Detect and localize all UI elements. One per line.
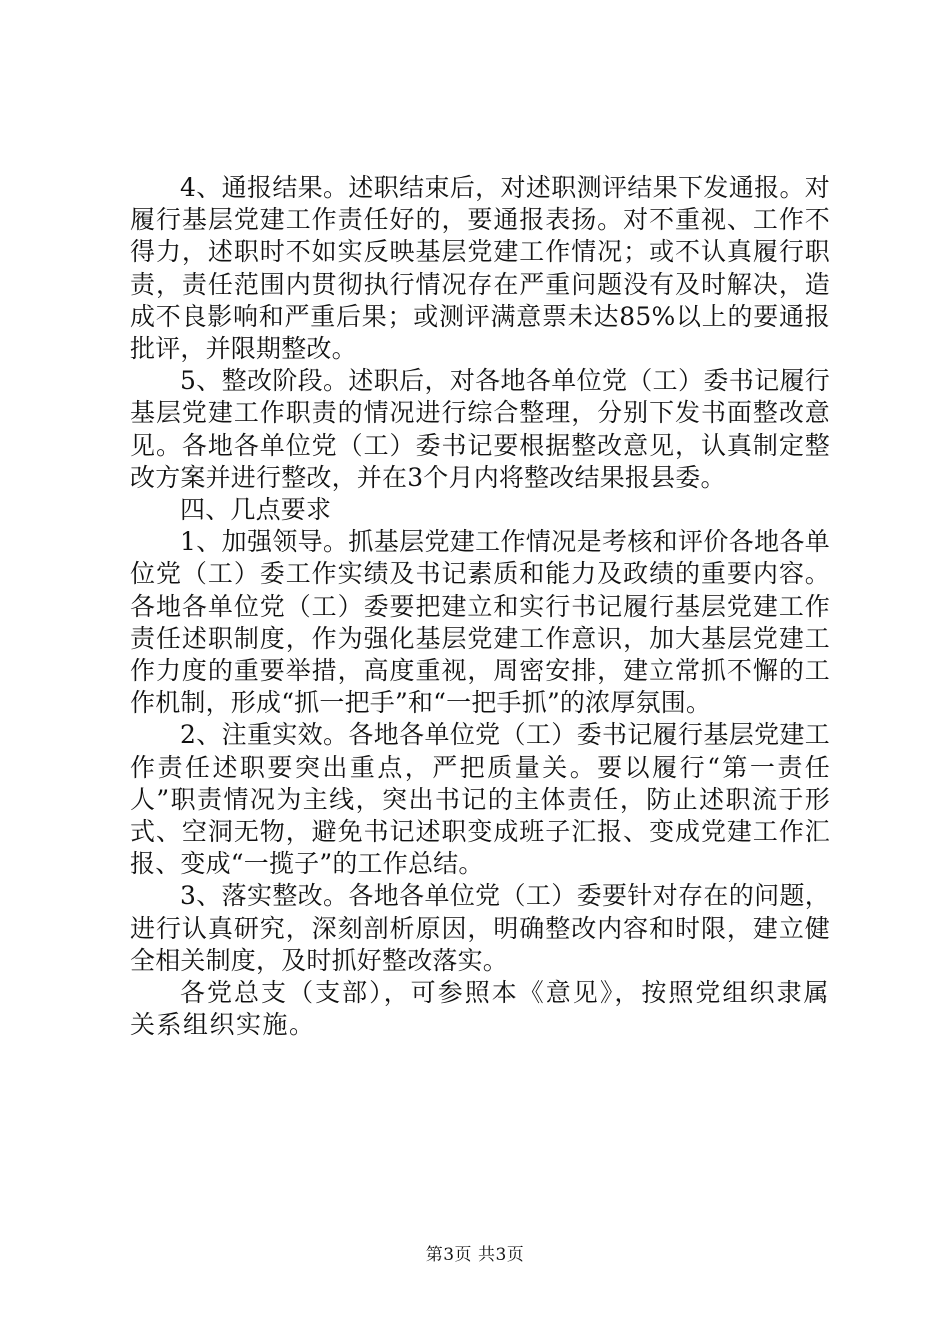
paragraph-notify-results: 4、通报结果。述职结束后，对述职测评结果下发通报。对履行基层党建工作责任好的，要通报表扬。对不重视、工作不得力，述职时不如实反映基层党建工作情况；或不认真履行职责，责任范围内贯彻执行情况存在严重问题没有及时解决，造成不良影响和严重后果；或测评满意票未达85%以上的要通报批评，并限期整改。 — [130, 173, 830, 364]
document-body — [130, 172, 830, 1041]
paragraph-closing-note: 各党总支（支部），可参照本《意见》，按照党组织隶属关系组织实施。 — [130, 978, 830, 1040]
paragraph-strengthen-leadership: 1、加强领导。抓基层党建工作情况是考核和评价各地各单位党（工）委工作实绩及书记素质和能力及政绩的重要内容。各地各单位党（工）委要把建立和实行书记履行基层党建工作责任述职制度，作为强化基层党建工作意识，加大基层党建工作力度的重要举措，高度重视，周密安排，建立常抓不懈的工作机制，形成“抓一把手”和“一把手抓”的浓厚氛围。 — [130, 527, 830, 718]
paragraph-implement-rectification: 3、落实整改。各地各单位党（工）委要针对存在的问题，进行认真研究，深刻剖析原因，明确整改内容和时限，建立健全相关制度，及时抓好整改落实。 — [130, 881, 830, 975]
section-heading-requirements: 四、几点要求 — [180, 495, 332, 525]
paragraph-rectification-stage: 5、整改阶段。述职后，对各地各单位党（工）委书记履行基层党建工作职责的情况进行综合整理，分别下发书面整改意见。各地各单位党（工）委书记要根据整改意见，认真制定整改方案并进行整改，并在3个月内将整改结果报县委。 — [130, 366, 830, 492]
paragraph-focus-effectiveness: 2、注重实效。各地各单位党（工）委书记履行基层党建工作责任述职要突出重点，严把质量关。要以履行“第一责任人”职责情况为主线，突出书记的主体责任，防止述职流于形式、空洞无物，避免书记述职变成班子汇报、变成党建工作汇报、变成“一揽子”的工作总结。 — [130, 720, 830, 879]
page-footer: 第3页 共3页 — [425, 1245, 525, 1265]
